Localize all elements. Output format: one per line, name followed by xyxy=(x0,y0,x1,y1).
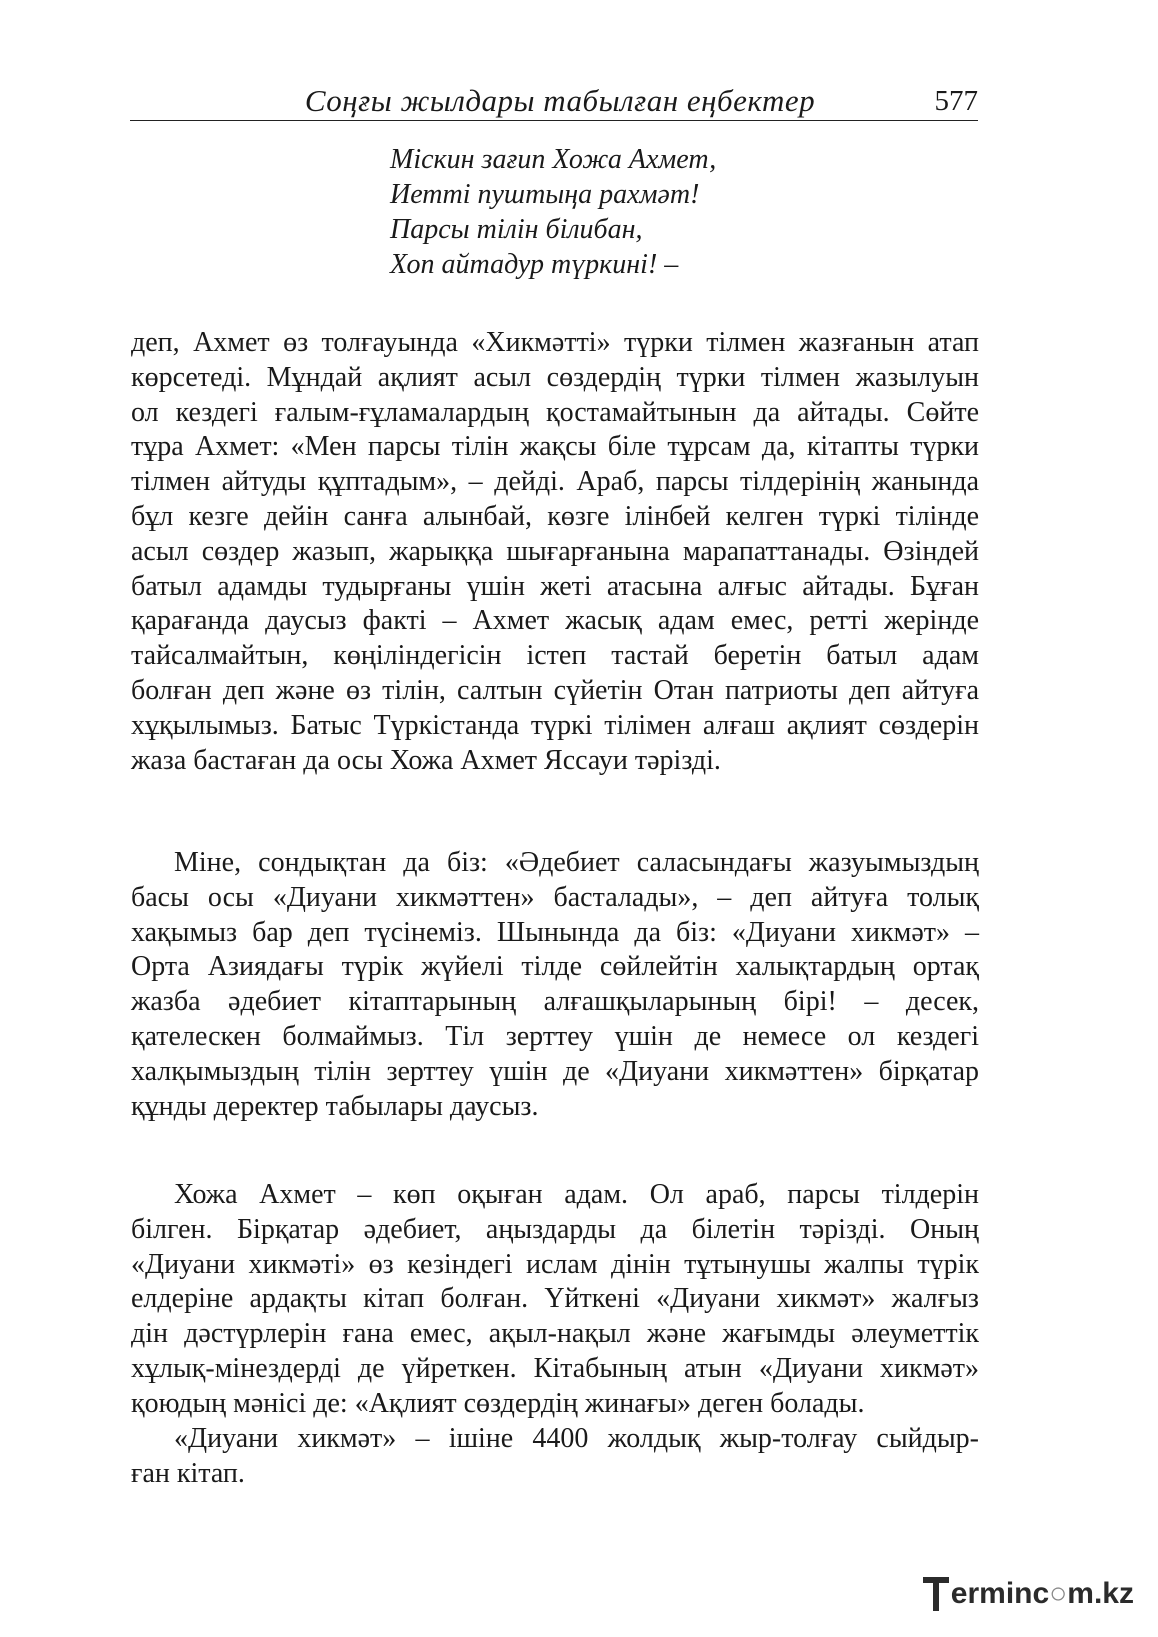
termincom-watermark xyxy=(923,1575,1134,1613)
text-line: тайсалмайтын, көңіліндегісін істеп тастай беретін батыл адам xyxy=(131,640,979,672)
paragraph-4 xyxy=(131,1422,979,1492)
text-line: тұра Ахмет: «Мен парсы тілін жақсы біле тұрсам да, кітапты түрки xyxy=(131,431,979,463)
verse-epigraph xyxy=(390,142,950,282)
magnifier-icon: ○ xyxy=(1049,1577,1068,1610)
text-line: болған деп және өз тілін, салтын сүйетін Отан патриоты деп айтуға xyxy=(131,674,979,706)
paragraph-2 xyxy=(131,846,979,1124)
verse-line: Парсы тілін білибан, xyxy=(390,214,643,245)
running-title: Соңғы жылдары табылған еңбектер xyxy=(304,83,816,118)
text-line: басы осы «Диуани хикмәттен» басталады», – деп айтуға толық xyxy=(131,881,979,913)
text-line: батыл адамды тудырғаны үшін жеті атасына алғыс айтады. Бұған xyxy=(131,570,979,602)
text-line: халқымыздың тілін зерттеу үшін де «Диуани хикмәттен» бірқатар xyxy=(131,1055,979,1087)
watermark-text-end: m.kz xyxy=(1067,1577,1134,1610)
text-line: хұқылымыз. Батыс Түркістанда түркі тілімен алғаш ақлият сөздерін xyxy=(131,709,979,741)
text-line: ған кітап. xyxy=(131,1457,245,1489)
verse-line: Міскин зағип Хожа Ахмет, xyxy=(390,144,717,175)
text-line: «Диуани хикмәт» – ішіне 4400 жолдық жыр-толғау сыйдыр- xyxy=(174,1423,979,1454)
text-line: асыл сөздер жазып, жарыққа шығарғанына марапаттанады. Өзіндей xyxy=(131,535,979,567)
text-line: деп, Ахмет өз толғауында «Хикмәтті» түрки тілмен жазғанын атап xyxy=(131,327,979,358)
text-line: жаза бастаған да осы Хожа Ахмет Яссауи тәрізді. xyxy=(131,744,721,776)
verse-line: Хоп айтадур түркині! – xyxy=(390,249,679,280)
paragraph-3 xyxy=(131,1178,979,1422)
text-line: Орта Азиядағы түрік жүйелі тілде сөйлейтін халықтардың ортақ xyxy=(131,951,979,983)
text-line: қателескен болмаймыз. Тіл зерттеу үшін де немесе ол кездегі xyxy=(131,1020,979,1052)
text-line: елдеріне ардақты кітап болған. Үйткені «Диуани хикмәт» жалғыз xyxy=(131,1283,979,1315)
watermark-text-start: ermin xyxy=(950,1577,1033,1610)
text-line: тілмен айтуды құптадым», – дейді. Араб, парсы тілдерінің жанында xyxy=(131,466,979,498)
text-line: қоюдың мәнісі де: «Ақлият сөздердің жинағы» деген болады. xyxy=(131,1387,865,1419)
text-line: жазба әдебиет кітаптарының алғашқыларының бірі! – десек, xyxy=(131,986,979,1018)
text-line: хақымыз бар деп түсінеміз. Шынында да біз: «Диуани хикмәт» – xyxy=(131,916,979,948)
letter-t-logo-icon xyxy=(923,1575,949,1613)
text-line: хұлық-мінездерді де үйреткен. Кітабының атын «Диуани хикмәт» xyxy=(131,1352,979,1384)
text-line: қарағанда даусыз факті – Ахмет жасық адам емес, ретті жерінде xyxy=(131,605,979,637)
text-line: «Диуани хикмәті» өз кезіндегі ислам дінін тұтынушы жалпы түрік xyxy=(131,1248,979,1280)
text-line: Хожа Ахмет – көп оқыған адам. Ол араб, парсы тілдерін xyxy=(174,1179,979,1210)
text-line: құнды деректер табылары даусыз. xyxy=(131,1090,539,1122)
text-line: ол кездегі ғалым-ғұламалардың қостамайтынын да айтады. Сөйте xyxy=(131,396,979,428)
verse-line: Иетті пуштыңа рахмәт! xyxy=(390,179,700,210)
page-number: 577 xyxy=(934,85,978,117)
watermark-text-mid: c xyxy=(1032,1577,1050,1610)
text-line: дін дәстүрлерін ғана емес, ақыл-нақыл және жағымды әлеуметтік xyxy=(131,1318,979,1350)
running-header xyxy=(130,84,978,121)
paragraph-1 xyxy=(131,326,979,778)
text-line: Міне, сондықтан да біз: «Әдебиет саласындағы жазуымыздың xyxy=(174,847,979,878)
text-line: бұл кезге дейін санға алынбай, көзге ілінбей келген түркі тілінде xyxy=(131,500,979,532)
text-line: көрсетеді. Мұндай ақлият асыл сөздердің түрки тілмен жазылуын xyxy=(131,361,979,393)
text-line: білген. Бірқатар әдебиет, аңыздарды да білетін тәрізді. Оның xyxy=(131,1213,979,1245)
